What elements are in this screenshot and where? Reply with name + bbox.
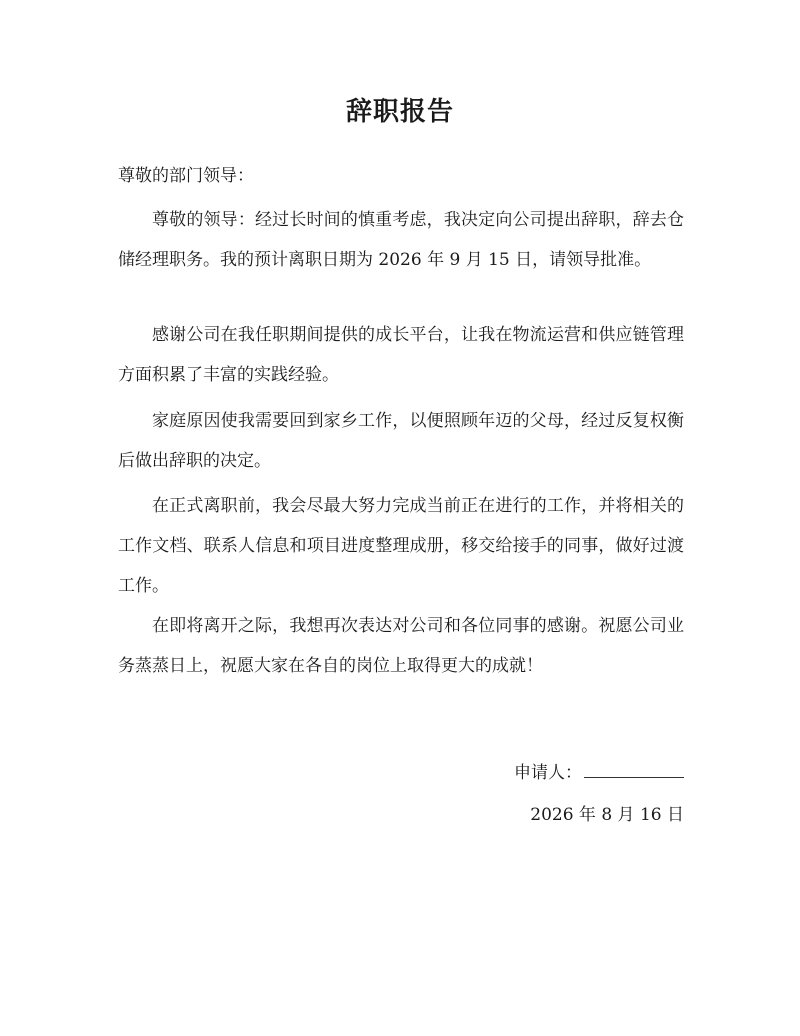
paragraph-4: 在正式离职前，我会尽最大努力完成当前正在进行的工作，并将相关的工作文档、联系人信息和项目进度整理成册，移交给接手的同事，做好过渡工作。 (118, 496, 684, 596)
signature-blank (584, 759, 684, 778)
paragraph-1: 尊敬的领导：经过长时间的慎重考虑，我决定向公司提出辞职，辞去仓储经理职务。我的预计离职日期为 2026 年 9 月 15 日，请领导批准。 (118, 210, 684, 270)
applicant-line (514, 758, 684, 788)
paragraph-2: 感谢公司在我任职期间提供的成长平台，让我在物流运营和供应链管理方面积累了丰富的实践经验。 (118, 325, 684, 385)
paragraph-5: 在即将离开之际，我想再次表达对公司和各位同事的感谢。祝愿公司业务蒸蒸日上，祝愿大家在各自的岗位上取得更大的成就！ (118, 616, 684, 676)
applicant-label: 申请人： (514, 763, 582, 783)
document-title: 辞职报告 (345, 97, 454, 127)
paragraph-3: 家庭原因使我需要回到家乡工作，以便照顾年迈的父母，经过反复权衡后做出辞职的决定。 (118, 411, 684, 471)
salutation: 尊敬的部门领导： (118, 166, 254, 186)
document-date: 2026 年 8 月 16 日 (530, 805, 684, 825)
